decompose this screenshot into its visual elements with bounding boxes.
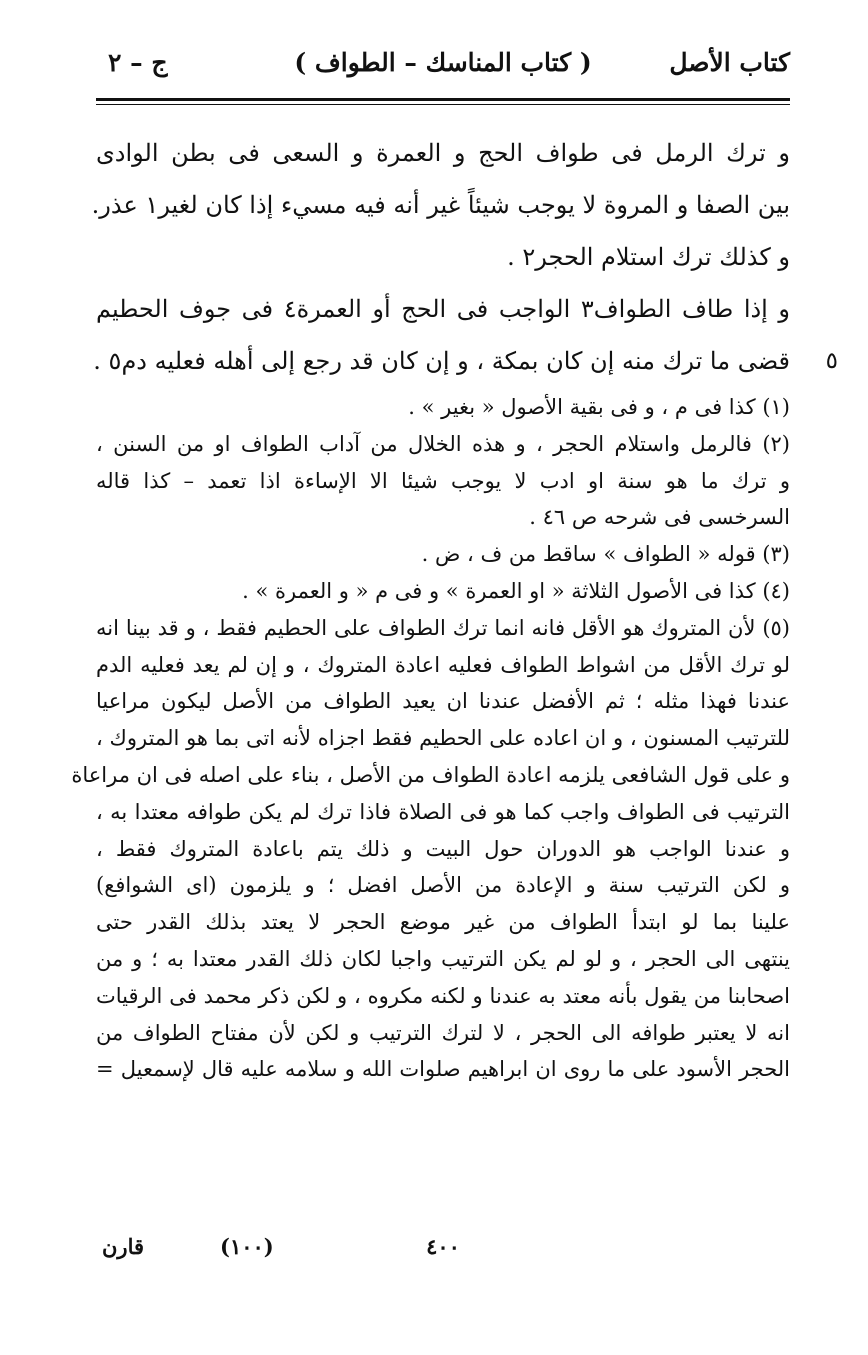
footnote-5-line-1: (٥) لأن المتروك هو الأقل فانه انما ترك الطواف على الحطيم فقط ، و قد بينا انه	[96, 615, 790, 640]
line-number-marker: ٥	[825, 348, 838, 374]
running-head	[96, 44, 790, 94]
main-line-4: و إذا طاف الطواف٣ الواجب فى الحج أو العمرة٤ فى جوف الحطيم	[96, 295, 791, 323]
footnote-5-line-12: انه لا يعتبر طوافه الى الحجر ، لا لترك الترتيب و لكن لأن مفتاح الطواف من	[96, 1020, 790, 1045]
footnote-5-line-2: لو ترك الأقل من اشواط الطواف فعليه اعادة المتروك ، و إن لم يعد فعليه الدم	[96, 652, 790, 677]
footer-note: قارن	[102, 1234, 144, 1259]
footnote-2-line-1: (٢) فالرمل واستلام الحجر ، و هذه الخلال من آداب الطواف او من السنن ،	[96, 431, 790, 456]
footnote-5-line-13: الحجر الأسود على ما روى ان ابراهيم صلوات الله و سلامه عليه قال لإسمعيل =	[96, 1057, 790, 1082]
footnote-5-line-9: علينا بما لو ابتدأ الطواف من غير موضع الحجر لا يعتد بذلك القدر حتى	[96, 910, 790, 935]
main-line-5-wrapper	[93, 335, 838, 387]
header-rule-thin	[96, 104, 790, 105]
page-number: ٤٠٠	[426, 1234, 460, 1259]
volume-label: ج – ٢	[108, 48, 168, 77]
footnote-5-line-4: للترتيب المسنون ، و ان اعاده على الحطيم فقط اجزاه لأنه اتى بما هو المتروك ،	[96, 726, 790, 751]
footnote-5-line-11: اصحابنا من يقول بأنه معتد به عندنا و لكنه مكروه ، و لكن ذكر محمد فى الرقيات	[96, 983, 790, 1008]
book-title: كتاب الأصل	[669, 48, 790, 77]
footnote-4: (٤) كذا فى الأصول الثلاثة « او العمرة » و فى م « و العمرة » .	[242, 578, 790, 603]
footnote-1: (١) كذا فى م ، و فى بقية الأصول « بغير » .	[408, 395, 790, 419]
main-line-2: بين الصفا و المروة لا يوجب شيئاً غير أنه فيه مسيء إذا كان لغير١ عذر.	[91, 191, 790, 219]
footnotes	[71, 389, 790, 1088]
page-footer	[96, 1234, 790, 1264]
main-text	[91, 127, 838, 387]
footnote-5-line-8: و لكن الترتيب سنة و الإعادة من الأصل افضل ؛ و يلزمون (اى الشوافع)	[96, 873, 790, 898]
footnote-5-line-7: و عندنا الواجب هو الدوران حول البيت و ذلك يتم باعادة المتروك فقط ،	[96, 836, 790, 861]
footnote-2-line-2: و ترك ما هو سنة او ادب لا يوجب شيئا الا الإساءة اذا تعمد – كذا قاله	[96, 468, 790, 493]
chapter-title: ( كتاب المناسك – الطواف )	[294, 48, 592, 77]
footnote-3: (٣) قوله « الطواف » ساقط من ف ، ض .	[421, 542, 790, 567]
footnote-5-line-5: و على قول الشافعى يلزمه اعادة الطواف من الأصل ، بناء على اصله فى ان مراعاة	[71, 762, 790, 787]
main-line-1: و ترك الرمل فى طواف الحج و العمرة و السعى فى بطن الوادى	[96, 139, 790, 167]
main-line-5: قضى ما ترك منه إن كان بمكة ، و إن كان قد رجع إلى أهله فعليه دم٥ .	[93, 347, 790, 375]
footer-parenthetical: (١٠٠)	[220, 1234, 274, 1259]
main-line-3: و كذلك ترك استلام الحجر٢ .	[507, 243, 790, 271]
footnote-5-line-3: عندنا فهذا مثله ؛ ثم الأفضل عندنا ان يعيد الطواف من الأصل ليكون مراعيا	[96, 689, 790, 714]
footnote-5-line-6: الترتيب فى الطواف واجب كما هو فى الصلاة فاذا ترك لم يكن طوافه معتدا به ،	[96, 799, 790, 824]
header-rule-thick	[96, 98, 790, 101]
footnote-2-line-3: السرخسى فى شرحه ص ٤٦ .	[529, 505, 790, 530]
footnote-5-line-10: ينتهى الى الحجر ، و لو لم يكن الترتيب واجبا لكان ذلك القدر معتدا به ؛ و من	[96, 946, 790, 971]
